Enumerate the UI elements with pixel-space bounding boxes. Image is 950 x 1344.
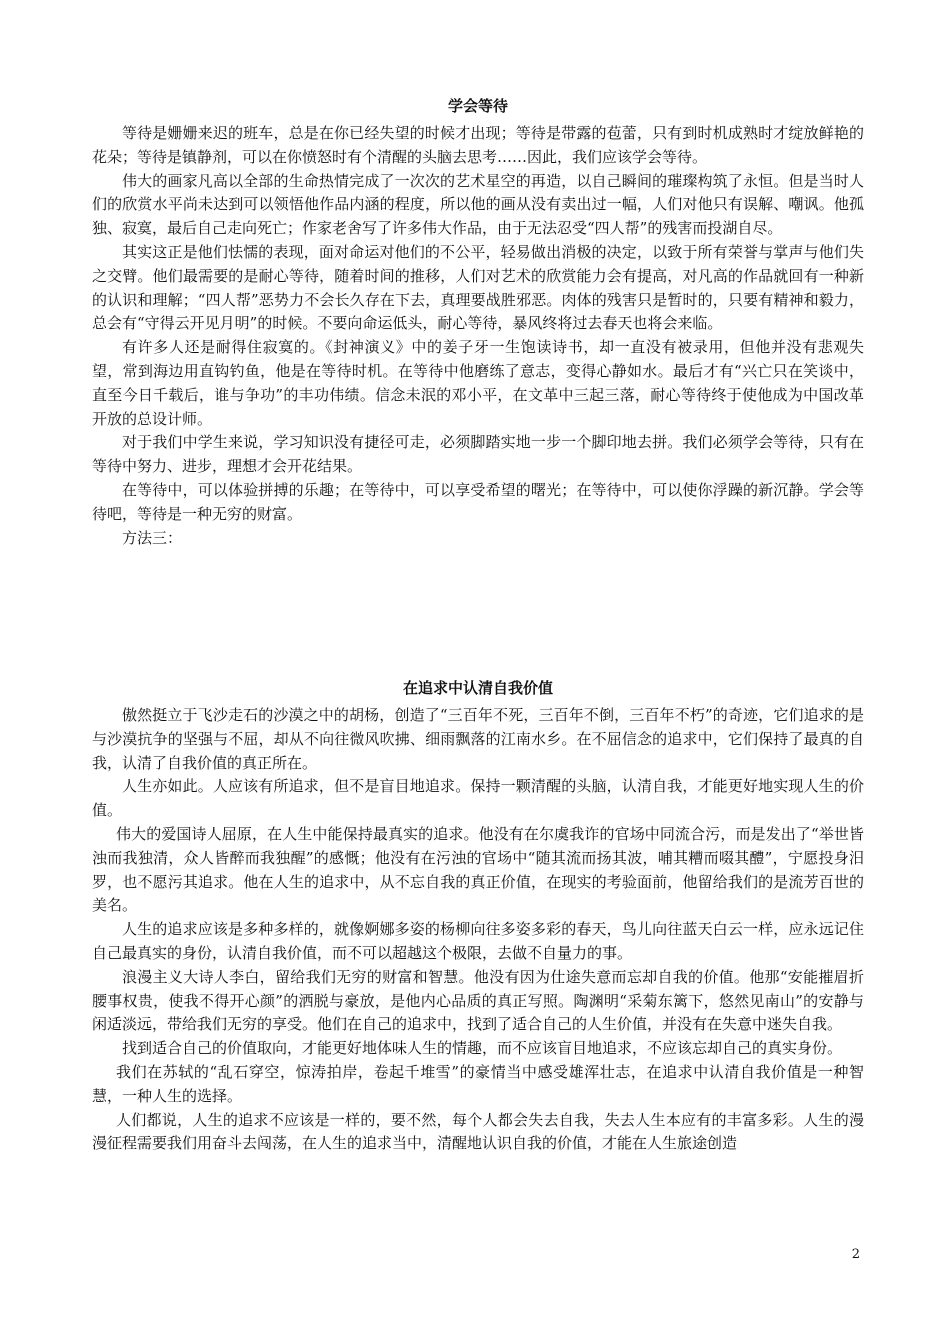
essay-paragraph: 人们都说，人生的追求不应该是一样的，要不然，每个人都会失去自我，失去人生本应有的丰富多彩。人生的漫漫征程需要我们用奋斗去闯荡，在人生的追求当中，清醒地认识自我的价值，才能在人生旅途创造 xyxy=(92,1110,864,1153)
essay-paragraph: 有许多人还是耐得住寂寞的。《封神演义》中的姜子牙一生饱读诗书，却一直没有被录用，但他并没有悲观失望，常到海边用直钩钓鱼，他是在等待时机。在等待中他磨练了意志，变得心静如水。最后才有“兴亡只在笑谈中，直至今日千载后，谁与争功”的丰功伟绩。信念未泯的邓小平，在文革中三起三落，耐心等待终于使他成为中国改革开放的总设计师。 xyxy=(92,338,864,428)
essay-paragraph: 我们在苏轼的“乱石穿空，惊涛拍岸，卷起千堆雪”的豪情当中感受雄浑壮志，在追求中认清自我价值是一种智慧，一种人生的选择。 xyxy=(92,1062,864,1105)
essay-paragraph: 伟大的爱国诗人屈原，在人生中能保持最真实的追求。他没有在尔虞我诈的官场中同流合污，而是发出了“举世皆浊而我独清，众人皆醉而我独醒”的感慨；他没有在污浊的官场中“随其流而扬其波，哺其糟而啜其醴”，宁愿投身汨罗，也不愿污其追求。他在人生的追求中，从不忘自我的真正价值，在现实的考验面前，他留给我们的是流芳百世的美名。 xyxy=(92,824,864,915)
essay-paragraph: 伟大的画家凡高以全部的生命热情完成了一次次的艺术星空的再造，以自己瞬间的璀璨构筑了永恒。但是当时人们的欣赏水平尚未达到可以领悟他作品内涵的程度，所以他的画从没有卖出过一幅，人们对他只有误解、嘲讽。他孤独、寂寞，最后自己走向死亡；作家老舍写了许多伟大作品，由于无法忍受“四人帮”的残害而投湖自尽。 xyxy=(92,171,864,238)
page-number: 2 xyxy=(851,1247,860,1262)
essay-paragraph: 找到适合自己的价值取向，才能更好地体味人生的情趣，而不应该盲目地追求，不应该忘却自己的真实身份。 xyxy=(122,1039,843,1058)
essay-self-value xyxy=(92,678,864,1156)
essay-paragraph: 在等待中，可以体验拼搏的乐趣；在等待中，可以享受希望的曙光；在等待中，可以使你浮躁的新沉静。学会等待吧，等待是一种无穷的财富。 xyxy=(92,480,864,523)
essay-learn-to-wait xyxy=(92,96,864,550)
essay-paragraph: 其实这正是他们怯懦的表现，面对命运对他们的不公平，轻易做出消极的决定，以致于所有荣誉与掌声与他们失之交臂。他们最需要的是耐心等待，随着时间的推移，人们对艺术的欣赏能力会有提高，对凡高的作品就回有一种新的认识和理解；“四人帮”恶势力不会长久存在下去，真理要战胜邪恶。肉体的残害只是暂时的，只要有精神和毅力，总会有“守得云开见月明”的时候。不要向命运低头，耐心等待，暴风终将过去春天也将会来临。 xyxy=(92,242,864,333)
essay-paragraph: 等待是姗姗来迟的班车，总是在你已经失望的时候才出现；等待是带露的苞蕾，只有到时机成熟时才绽放鲜艳的花朵；等待是镇静剂，可以在你愤怒时有个清醒的头脑去思考……因此，我们应该学会等待。 xyxy=(92,124,864,166)
essay-paragraph: 傲然挺立于飞沙走石的沙漠之中的胡杨，创造了“三百年不死，三百年不倒，三百年不朽”的奇迹，它们追求的是与沙漠抗争的坚强与不屈，却从不向往微风吹拂、细雨飘落的江南水乡。在不屈信念的追求中，它们保持了最真的自我，认清了自我价值的真正所在。 xyxy=(92,706,864,772)
essay-paragraph: 对于我们中学生来说，学习知识没有捷径可走，必须脚踏实地一步一个脚印地去拼。我们必须学会等待，只有在等待中努力、进步，理想才会开花结果。 xyxy=(92,433,864,476)
essay-paragraph: 人生亦如此。人应该有所追求，但不是盲目地追求。保持一颗清醒的头脑，认清自我，才能更好地实现人生的价值。 xyxy=(92,777,864,820)
essay-paragraph: 人生的追求应该是多种多样的，就像婀娜多姿的杨柳向往多姿多彩的春天，鸟儿向往蓝天白云一样，应永远记住自己最真实的身份，认清自我价值，而不可以超越这个极限，去做不自量力的事。 xyxy=(92,920,864,962)
essay-title: 学会等待 xyxy=(447,97,508,115)
essay-title: 在追求中认清自我价值 xyxy=(402,679,553,697)
method-label: 方法三： xyxy=(122,528,183,547)
essay-paragraph: 浪漫主义大诗人李白，留给我们无穷的财富和智慧。他没有因为仕途失意而忘却自我的价值。他那“安能摧眉折腰事权贵，使我不得开心颜”的洒脱与豪放，是他内心品质的真正写照。陶渊明“采菊东篱下，悠然见南山”的安静与闲适淡远，带给我们无穷的享受。他们在自己的追求中，找到了适合自己的人生价值，并没有在失意中迷失自我。 xyxy=(92,967,864,1034)
